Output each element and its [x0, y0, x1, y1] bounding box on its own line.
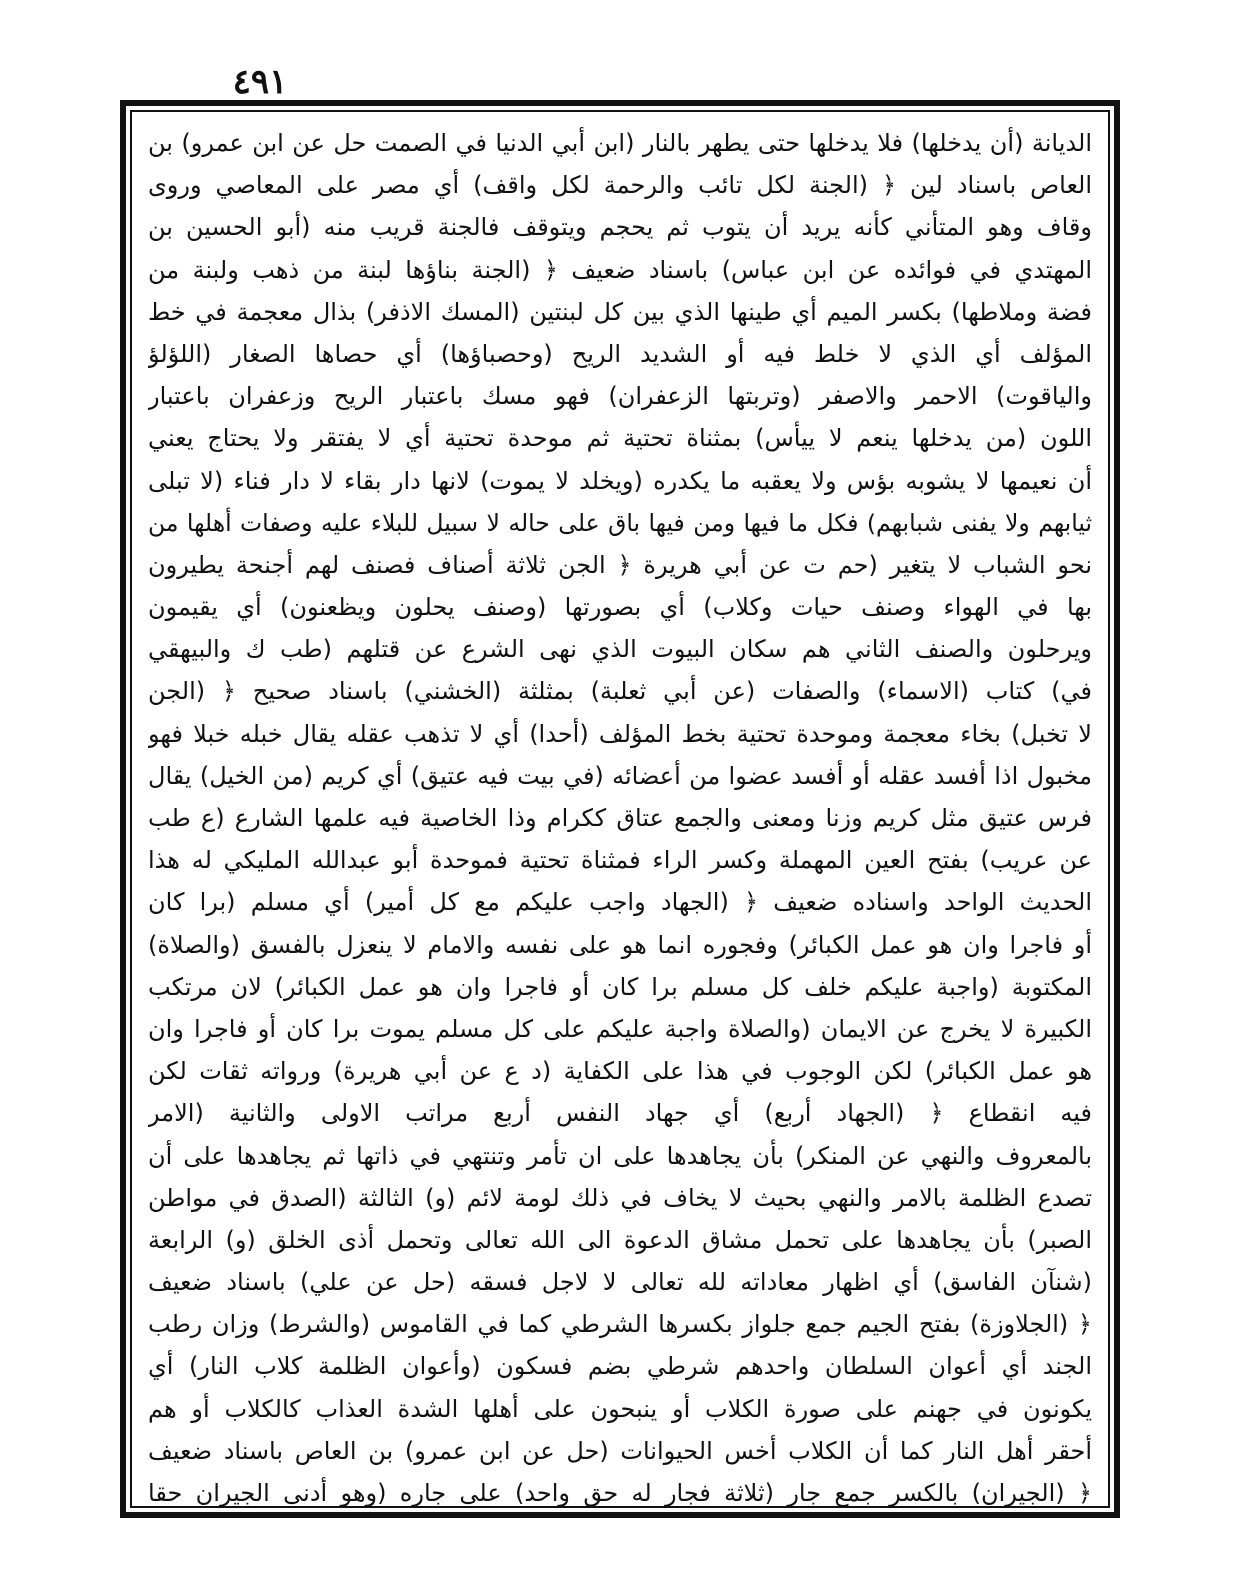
- text-line: وقاف وهو المتأني كأنه يريد أن يتوب ثم يحجم ويتوقف فالجنة قريب منه (أبو الحسين بن: [148, 213, 1092, 242]
- text-line: الحديث الواحد واسناده ضعيف ﴿ (الجهاد واجب عليكم مع كل أمير) أي مسلم (برا كان: [148, 888, 1092, 917]
- text-line: المهتدي في فوائده عن ابن عباس) باسناد ضعيف ﴿ (الجنة بناؤها لبنة من ذهب ولبنة من: [148, 255, 1092, 284]
- text-line: مخبول اذا أفسد عقله أو أفسد عضوا من أعضائه (في بيت فيه عتيق) أي كريم (من الخيل) يقال: [148, 761, 1092, 790]
- text-line: العاص باسناد لين ﴿ (الجنة لكل تائب والرحمة لكل واقف) أي مصر على المعاصي وروى: [148, 171, 1092, 200]
- text-line: لا تخبل) بخاء معجمة وموحدة تحتية بخط المؤلف (أحدا) أي لا تذهب عقله يقال خبله خبلا فهو: [148, 719, 1092, 748]
- text-line: تصدع الظلمة بالامر والنهي بحيث لا يخاف في ذلك لومة لائم (و) الثالثة (الصدق في مواطن: [148, 1183, 1092, 1212]
- text-body: [130, 110, 1110, 1508]
- text-line: فيه انقطاع ﴿ (الجهاد أربع) أي جهاد النفس أربع مراتب الاولى والثانية (الامر: [148, 1099, 1092, 1128]
- text-line: اللون (من يدخلها ينعم لا ييأس) بمثناة تحتية ثم موحدة تحتية أي لا يفتقر ولا يحتاج يعني: [148, 424, 1092, 453]
- text-line: ﴿ (الجيران) بالكسر جمع جار (ثلاثة فجار له حق واحد) على جاره (وهو أدنى الجيران حقا: [148, 1479, 1092, 1507]
- text-line: المؤلف أي الذي لا خلط فيه أو الشديد الريح (وحصباؤها) أي حصاها الصغار (اللؤلؤ: [148, 339, 1092, 368]
- page-border: [120, 100, 1120, 1518]
- page-number: ٤٩١: [232, 62, 288, 102]
- text-line: فضة وملاطها) بكسر الميم أي طينها الذي بين كل لبنتين (المسك الاذفر) بذال معجمة في خط: [148, 297, 1092, 326]
- text-line: الديانة (أن يدخلها) فلا يدخلها حتى يطهر بالنار (ابن أبي الدنيا في الصمت حل عن ابن عمرو) بن: [148, 129, 1092, 157]
- text-line: هو عمل الكبائر) لكن الوجوب في هذا على الكفاية (د ع عن أبي هريرة) ورواته ثقات لكن: [148, 1057, 1092, 1086]
- text-line: ﴿ (الجلاوزة) بفتح الجيم جمع جلواز بكسرها الشرطي كما في القاموس (والشرط) وزان رطب: [148, 1310, 1092, 1339]
- text-line: فرس عتيق مثل كريم وزنا ومعنى والجمع عتاق ككرام وذا الخاصية فيه علمها الشارع (ع طب: [148, 804, 1092, 832]
- text-line: يكونون في جهنم على صورة الكلاب أو ينبحون على أهلها الشدة العذاب كالكلاب أو هم: [148, 1394, 1092, 1423]
- text-line: الكبيرة لا يخرج عن الايمان (والصلاة واجبة عليكم على كل مسلم يموت برا كان أو فاجرا وان: [148, 1014, 1092, 1043]
- text-line: بالمعروف والنهي عن المنكر) بأن يجاهدها على ان تأمر وتنتهي في ذاتها ثم يجاهدها على أن: [148, 1141, 1092, 1170]
- text-line: والياقوت) الاحمر والاصفر (وتربتها الزعفران) فهو مسك باعتبار الريح وزعفران باعتبار: [148, 382, 1092, 411]
- text-line: بها في الهواء وصنف حيات وكلاب) أي بصورتها (وصنف يحلون ويظعنون) أي يقيمون: [148, 593, 1092, 622]
- text-line: الجند أي أعوان السلطان واحدهم شرطي بضم فسكون (وأعوان الظلمة كلاب النار) أي: [148, 1352, 1092, 1381]
- text-line: أو فاجرا وان هو عمل الكبائر) وفجوره انما هو على نفسه والامام لا ينعزل بالفسق (والصلاة): [148, 930, 1092, 959]
- text-line: أن نعيمها لا يشوبه بؤس ولا يعقبه ما يكدره (ويخلد لا يموت) لانها دار بقاء لا دار فناء (لا تبلى: [148, 466, 1092, 495]
- text-line: (شنآن الفاسق) أي اظهار معاداته لله تعالى لا لاجل فسقه (حل عن علي) باسناد ضعيف: [148, 1268, 1092, 1297]
- text-line: في) كتاب (الاسماء) والصفات (عن أبي ثعلبة) بمثلثة (الخشني) باسناد صحيح ﴿ (الجن: [148, 677, 1092, 706]
- text-line: أحقر أهل النار كما أن الكلاب أخس الحيوانات (حل عن ابن عمرو) بن العاص باسناد ضعيف: [148, 1436, 1092, 1465]
- text-line: ويرحلون والصنف الثاني هم سكان البيوت الذي نهى الشرع عن قتلهم (طب ك والبيهقي: [148, 635, 1092, 664]
- text-line: نحو الشباب لا يتغير (حم ت عن أبي هريرة ﴿ الجن ثلاثة أصناف فصنف لهم أجنحة يطيرون: [148, 550, 1092, 579]
- text-line: عن عريب) بفتح العين المهملة وكسر الراء فمثناة تحتية فموحدة أبو عبدالله المليكي له هذا: [148, 846, 1092, 875]
- text-line: المكتوبة (واجبة عليكم خلف كل مسلم برا كان أو فاجرا وان هو عمل الكبائر) لان مرتكب: [148, 972, 1092, 1001]
- text-line: الصبر) بأن يجاهدها على تحمل مشاق الدعوة الى الله تعالى وتحمل أذى الخلق (و) الرابعة: [148, 1225, 1092, 1254]
- text-line: ثيابهم ولا يفنى شبابهم) فكل ما فيها ومن فيها باق على حاله لا سبيل للبلاء عليه وصفات أهلها من: [148, 508, 1092, 537]
